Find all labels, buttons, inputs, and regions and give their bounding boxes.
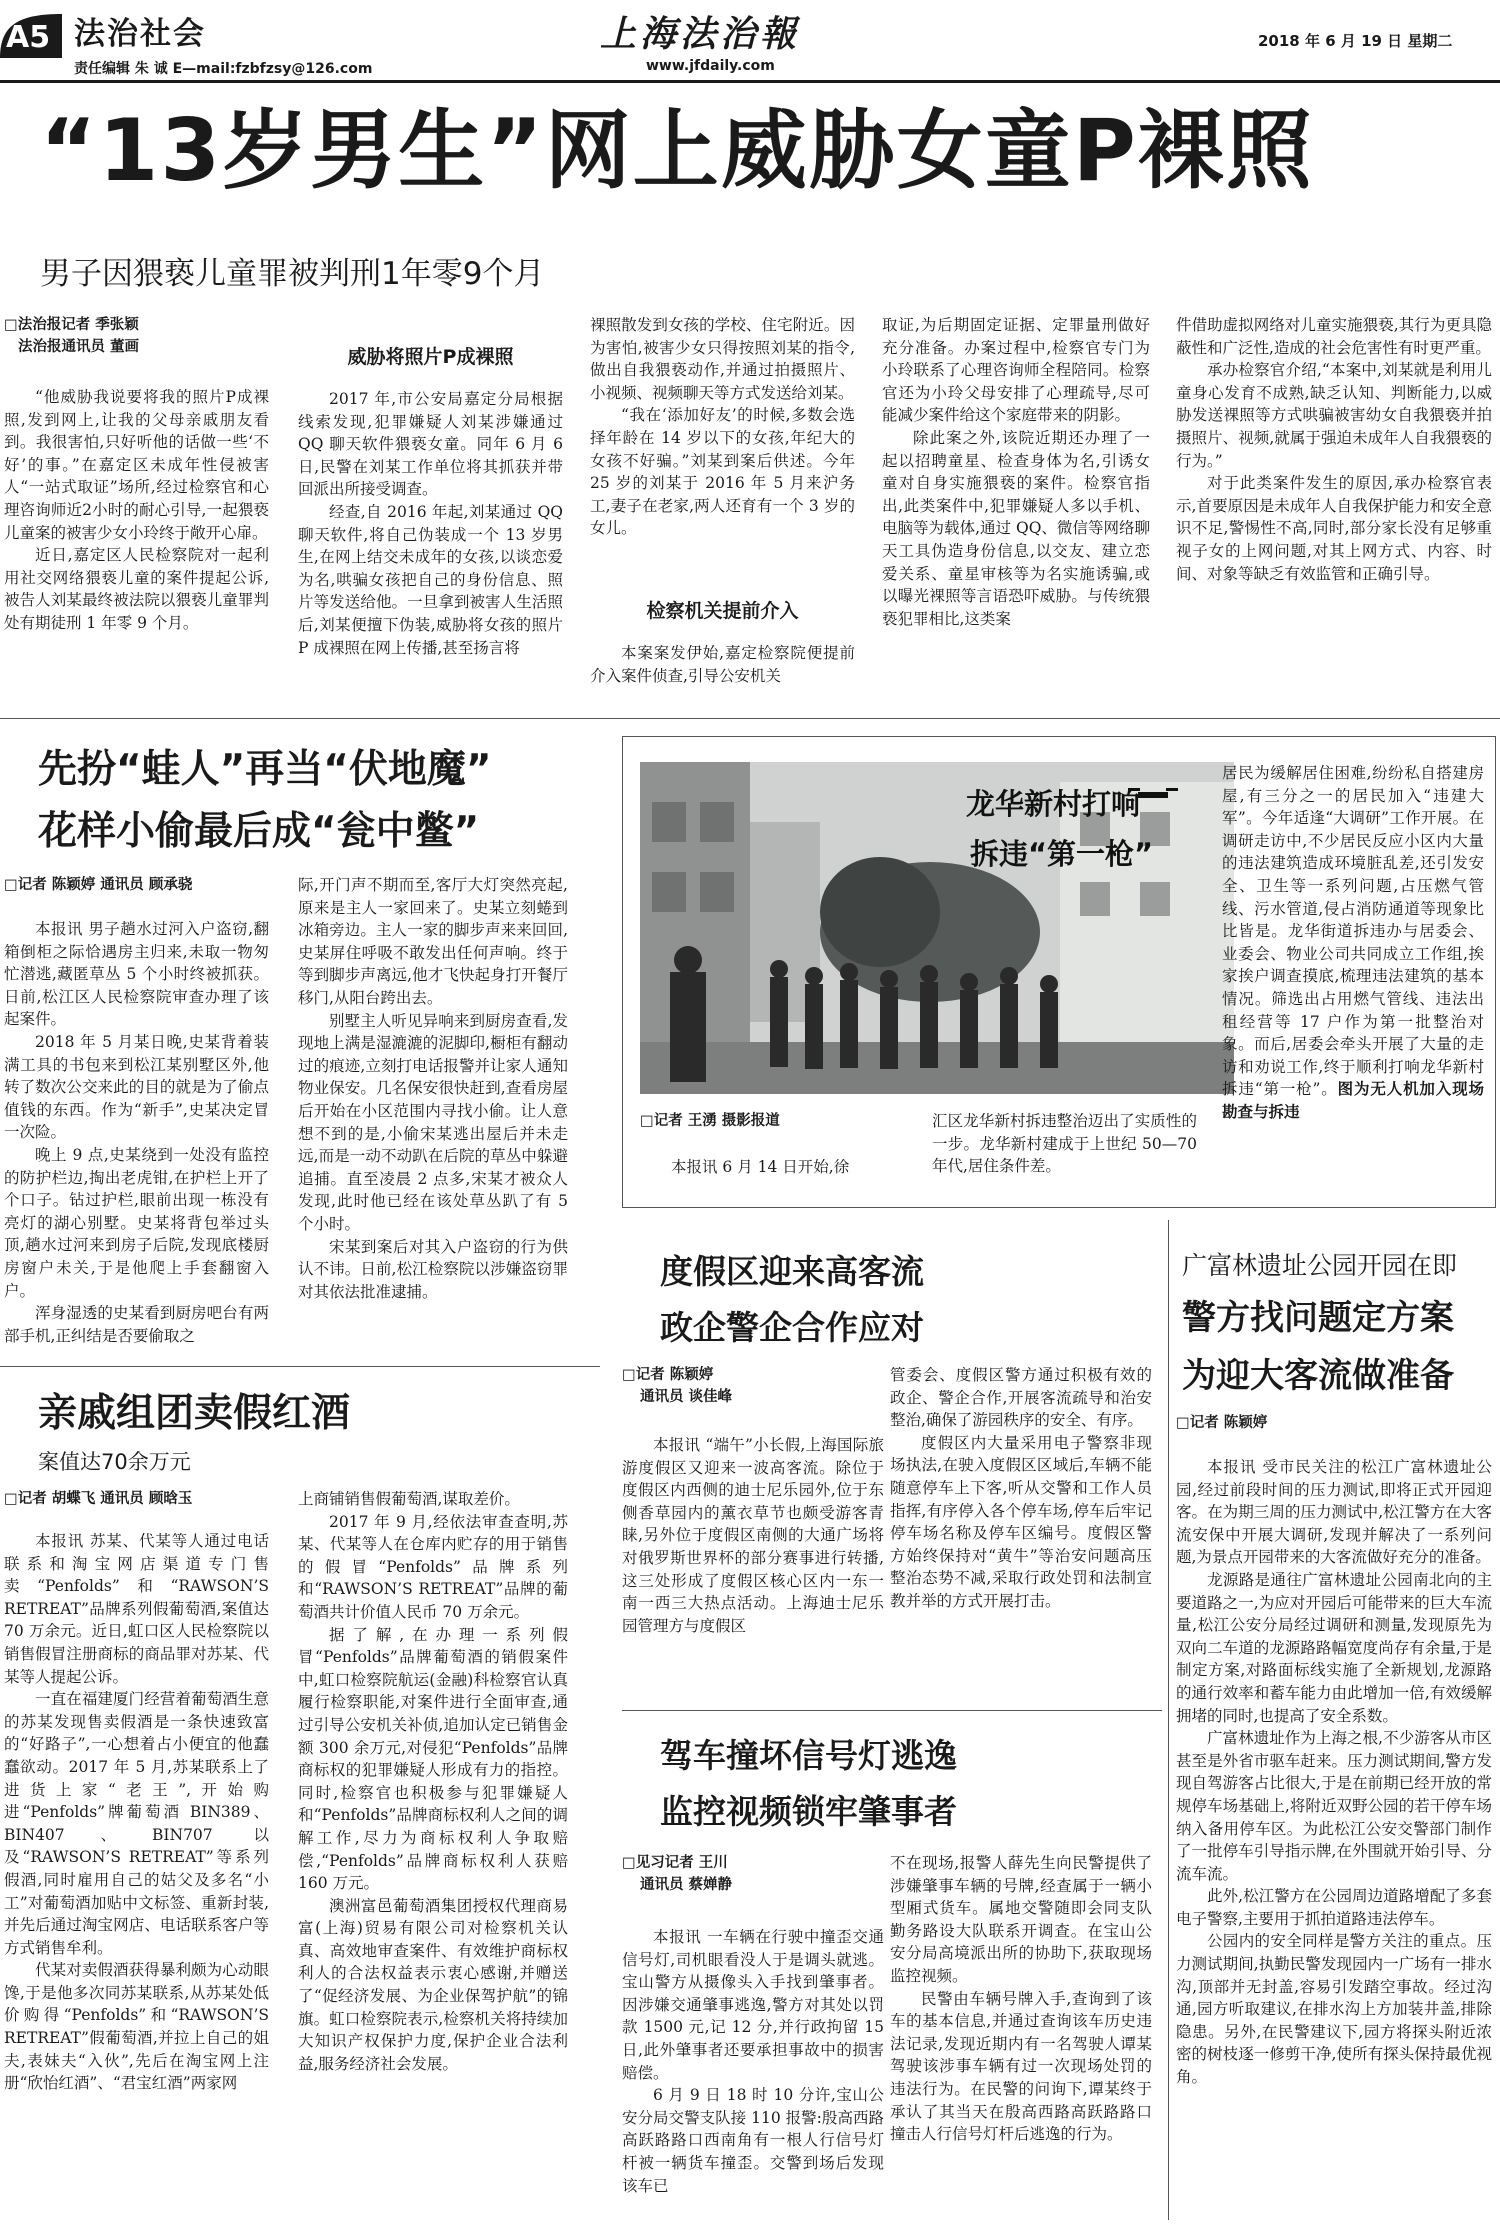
park-kicker: 广富林遗址公园开园在即: [1182, 1251, 1458, 1280]
section-title: 法治社会: [74, 16, 206, 52]
park-headline-1: 警方找问题定方案: [1182, 1298, 1454, 1338]
photo-byline: □记者 王湧 摄影报道: [640, 1113, 780, 1129]
lead-subhead-procuratorate: 检察机关提前介入: [646, 600, 799, 622]
lead-paragraph: 对于此类案件发生的原因,承办检察官表示,首要原因是未成年人自我保护能力和安全意识不足,警惕性不高,同时,部分家长没有足够重视子女的上网问题,对其上网方式、内容、时间、对象等缺乏有效监管和正确引导。: [1176, 474, 1492, 583]
resort-byline: [622, 1364, 902, 1408]
frog-paragraph: 宋某到案后对其入户盗窃的行为供认不讳。日前,松江检察院以涉嫌盗窃罪对其依法批准逮捕。: [298, 1237, 568, 1301]
photo-side-tail: 图为无人机加入现场勘查与拆违: [1222, 1079, 1484, 1121]
lead-paragraph: 近日,嘉定区人民检察院对一起利用社交网络猥亵儿童的案件提起公诉,被告人刘某最终被法院以猥亵儿童罪判处有期徒刑 1 年零 9 个月。: [4, 546, 269, 632]
photo-caption-paragraph: 本报讯 6 月 14 日开始,徐: [671, 1158, 850, 1176]
wine-paragraph: 代某对卖假酒获得暴利颇为心动眼馋,于是他多次同苏某联系,从苏某处低价购得“Penfolds”和“RAWSON’S RETREAT”假葡萄酒,并拉上自己的姐夫,表妹夫“入伙”,先后在淘宝网上注册“欣怡红酒”、“君宝红酒”两家网: [4, 1961, 269, 2093]
traffic-headline-2: 监控视频锁牢肇事者: [660, 1792, 957, 1831]
traffic-byline: [622, 1852, 902, 1896]
park-paragraph: 龙源路是通往广富林遗址公园南北向的主要道路之一,为应对开园后可能带来的巨大车流量,松江公安分局经过调研和测量,发现原先为双向二车道的龙源路路幅宽度尚存有余量,于是制定方案,对路面标线实施了全新规划,龙源路的通行效率和蓄车能力由此增加一倍,有效缓解拥堵的同时,也提高了安全系数。: [1176, 1570, 1492, 1725]
lead-subhead-threat: 威胁将照片P成裸照: [347, 346, 514, 368]
photo-caption-start: [640, 1156, 905, 1179]
wine-paragraph: 2017 年 9 月,经依法审查查明,苏某、代某等人在仓库内贮存的用于销售的假冒“Penfolds”品牌系列和“RAWSON’S RETREAT”品牌的葡萄酒共计价值人民币 70 万余元。: [298, 1512, 568, 1621]
wine-paragraph: 一直在福建厦门经营着葡萄酒生意的苏某发现售卖假酒是一条快速致富的“好路子”,一心想着占小便宜的他蠢蠢欲动。2017 年 5 月,苏某联系上了进货上家“老王”,开始购进“Penfolds”牌葡萄酒 BIN389、BIN407、BIN707 以及“RAWSON’S RETREAT”等系列假酒,同时雇用自己的姑父及多名“小工”对葡萄酒加贴中文标签、重新封装,并先后通过淘宝网店、电话联系客户等方式销售牟利。: [4, 1690, 269, 1957]
frog-paragraph: 际,开门声不期而至,客厅大灯突然亮起,原来是主人一家回来了。史某立刻蜷到冰箱旁边。主人一家的脚步声来来回回,史某屏住呼吸不敢发出任何声响。终于等到脚步声离远,他才飞快起身打开餐厅移门,从阳台跨出去。: [298, 876, 568, 1007]
resort-paragraph: 管委会、度假区警方通过积极有效的政企、警企合作,开展客流疏导和治安整治,确保了游园秩序的安全、有序。: [890, 1366, 1152, 1430]
resort-headline-1: 度假区迎来高客流: [660, 1252, 924, 1291]
frog-headline-2: 花样小偷最后成“瓮中鳖”: [38, 809, 480, 854]
traffic-paragraph: 不在现场,报警人薛先生向民警提供了涉嫌肇事车辆的号牌,经查属于一辆小型厢式货车。属地交警随即会同支队勤务路设大队联系开调查。在宝山公安分局高境派出所的协助下,获取现场监控视频。: [890, 1854, 1152, 1985]
wine-byline: □记者 胡蝶飞 通讯员 顾晗玉: [4, 1491, 193, 1507]
traffic-paragraph: 本报讯 一车辆在行驶中撞歪交通信号灯,司机眼看没人于是调头就逃。宝山警方从摄像头入手找到肇事者。因涉嫌交通肇事逃逸,警方对其处以罚款 1500 元,记 12 分,并行政拘留 15 日,此外肇事者还要承担事故中的损害赔偿。: [622, 1928, 884, 2082]
traffic-paragraph: 民警由车辆号牌入手,查询到了该车的基本信息,并通过查询该车历史违法记录,发现近期内有一名驾驶人谭某驾驶该涉事车辆有过一次现场处罚的违法行为。在民警的问询下,谭某终于承认了其当天在殷高西路高跃路路口撞击人行信号灯杆后逃逸的行为。: [890, 1989, 1152, 2144]
traffic-byline-reporter: □见习记者 王川: [622, 1855, 728, 1871]
lead-subheadline: 男子因猥亵儿童罪被判刑1年零9个月: [40, 256, 545, 292]
lead-paragraph: 取证,为后期固定证据、定罪量刑做好充分准备。办案过程中,检察官专门为小玲联系了心理咨询师全程陪同。检察官还为小玲父母安排了心理疏导,尽可能减少案件给这个家庭带来的阴影。: [882, 316, 1150, 425]
lead-column-2: [298, 388, 563, 659]
park-paragraph: 此外,松江警方在公园周边道路增配了多套电子警察,主要用于抓拍道路违法停车。: [1176, 1887, 1492, 1928]
frog-headline-1: 先扮“蛙人”再当“伏地魔”: [38, 747, 492, 792]
lead-paragraph: 除此案之外,该院近期还办理了一起以招聘童星、检查身体为名,引诱女童对自身实施猥亵的案件。检察官指出,此类案件中,犯罪嫌疑人多以手机、电脑等为载体,通过 QQ、微信等网络聊天工具伪造身份信息,以交友、建立恋爱关系、童星审核等为名实施诱骗,或以曝光裸照等言语恐吓威胁。与传统猥亵犯罪相比,这类案: [882, 428, 1150, 628]
lead-column-3b: [590, 642, 855, 687]
page-number: A5: [6, 20, 51, 55]
wine-headline: 亲戚组团卖假红酒: [38, 1391, 351, 1436]
photo-caption-paragraph: 汇区龙华新村拆违整治迈出了实质性的一步。龙华新村建成于上世纪 50—70 年代,居住条件差。: [932, 1112, 1197, 1176]
lead-paragraph: “我在‘添加好友’的时候,多数会选择年龄在 14 岁以下的女孩,年纪大的女孩不好骗。”刘某到案后供述。今年 25 岁的刘某于 2016 年 5 月来沪务工,妻子在老家,两人还育有一个 3 岁的女儿。: [590, 406, 855, 538]
frog-paragraph: 本报讯 男子趟水过河入户盗窃,翻箱倒柜之际恰遇房主归来,未取一物匆忙潜逃,藏匿草丛 5 个小时终被抓获。日前,松江区人民检察院审查办理了该起案件。: [4, 920, 269, 1029]
traffic-byline-correspondent: 通讯员 蔡婵静: [640, 1877, 733, 1893]
frog-column-1: [4, 918, 269, 1347]
park-byline: □记者 陈颖婷: [1176, 1415, 1268, 1431]
photo-headline-2: 拆违“第一枪”: [970, 837, 1154, 871]
park-paragraph: 广富林遗址作为上海之根,不少游客从市区甚至是外省市驱车赶来。压力测试期间,警方发现自驾游客占比很大,于是在前期已经开放的常规停车场基础上,将附近双野公园的若干停车场纳入备用停车区。为此松江公安交警部门制作了一批停车引导指示牌,在外围就开始引导、分流车流。: [1176, 1729, 1492, 1883]
wine-paragraph: 本报讯 苏某、代某等人通过电话联系和淘宝网店渠道专门售卖“Penfolds”和“RAWSON’S RETREAT”品牌系列假葡萄酒,案值达 70 万余元。近日,虹口区人民检察院以销售假冒注册商标的商品罪对苏某、代某等人提起公诉。: [4, 1532, 269, 1686]
lead-byline-correspondent: 法治报通讯员 董画: [18, 339, 140, 355]
page-number-badge: [0, 14, 62, 58]
resort-paragraph: 度假区内大量采用电子警察非现场执法,在驶入度假区区域后,车辆不能随意停车上下客,听从交警和工作人员指挥,有序停入各个停车场,停车后牢记停车场名称及停车区编号。度假区警方始终保持对“黄牛”等治安问题高压整治态势不减,采取行政处罚和法制宣教并举的方式开展打击。: [890, 1433, 1152, 1610]
news-photo: [640, 762, 1234, 1094]
frog-column-2: [298, 874, 568, 1303]
wine-paragraph: 上商铺销售假葡萄酒,谋取差价。: [298, 1490, 520, 1508]
park-column: [1176, 1456, 1492, 2089]
park-left-rule: [1168, 1220, 1169, 2220]
resort-column-1: [622, 1434, 884, 1637]
frog-byline: □记者 陈颖婷 通讯员 顾承骁: [4, 877, 193, 893]
frog-paragraph: 晚上 9 点,史某绕到一处没有监控的防护栏边,掏出老虎钳,在护栏上开了个口子。钻过护栏,眼前出现一栋没有亮灯的湖心别墅。史某将背包举过头顶,趟水过河来到房子后院,发现底楼厨房窗户未关,于是他爬上手套翻窗入户。: [4, 1145, 269, 1300]
wine-column-2: [298, 1488, 568, 2075]
lead-paragraph: 裸照散发到女孩的学校、住宅附近。因为害怕,被害少女只得按照刘某的指令,做出自我猥亵动作,并通过拍摄照片、小视频、视频聊天等方式发送给刘某。: [590, 316, 855, 402]
frog-paragraph: 浑身湿透的史某看到厨房吧台有两部手机,正纠结是否要偷取之: [4, 1304, 269, 1345]
lead-byline: [4, 314, 289, 358]
wine-paragraph: 澳洲富邑葡萄酒集团授权代理商易富(上海)贸易有限公司对检察机关认真、高效地审查案件、有效维护商标权利人的合法权益表示衷心感谢,并赠送了“促经济发展、为企业保驾护航”的锦旗。虹口检察院表示,检察机关将持续加大知识产权保护力度,保护企业合法利益,服务经济社会发展。: [298, 1896, 568, 2073]
lead-headline: “13岁男生”网上威胁女童P裸照: [40, 101, 1314, 201]
lead-bottom-rule: [0, 718, 1500, 719]
traffic-column-2: [890, 1852, 1152, 2146]
frog-paragraph: 2018 年 5 月某日晚,史某背着装满工具的书包来到松江某别墅区外,他转了数次公交来此的目的就是为了偷点值钱的东西。作为“新手”,史某决定冒一次险。: [4, 1032, 269, 1142]
lead-paragraph: 经查,自 2016 年起,刘某通过 QQ 聊天软件,将自己伪装成一个 13 岁男生,在网上结交未成年的女孩,以谈恋爱为名,哄骗女孩把自己的身份信息、照片等发送给他。一旦拿到被害人生活照后,刘某便擅下伪装,威胁将女孩的照片 P 成裸照在网上传播,甚至扬言将: [298, 502, 563, 657]
traffic-paragraph: 6 月 9 日 18 时 10 分许,宝山公安分局交警支队接 110 报警:殷高西路高跃路路口西南角有一根人行信号灯杆被一辆货车撞歪。交警到场后发现该车已: [622, 2086, 884, 2195]
lead-paragraph: 2017 年,市公安局嘉定分局根据线索发现,犯罪嫌疑人刘某涉嫌通过 QQ 聊天软件猥亵女童。同年 6 月 6 日,民警在刘某工作单位将其抓获并带回派出所接受调查。: [298, 390, 563, 499]
photo-headline-1: 龙华新村打响: [966, 787, 1141, 821]
park-paragraph: 本报讯 受市民关注的松江广富林遗址公园,经过前段时间的压力测试,即将正式开园迎客。在为期三周的压力测试中,松江警方在大客流安保中开展大调研,发现并解决了一系列问题,为景点开园带来的大客流做好充分的准备。: [1176, 1458, 1492, 1567]
masthead: 上海法治報: [600, 13, 801, 55]
frog-bottom-rule: [0, 1366, 600, 1367]
lead-column-3: [590, 314, 855, 540]
traffic-headline-1: 驾车撞坏信号灯逃逸: [660, 1736, 957, 1775]
frog-paragraph: 别墅主人听见异响来到厨房查看,发现地上满是湿漉漉的泥脚印,橱柜有翻动过的痕迹,立刻打电话报警并让家人通知物业保安。几名保安很快赶到,查看房屋后开始在小区范围内寻找小偷。让人意想不到的是,小偷宋某逃出屋后并未走远,而是一动不动趴在后院的草丛中躲避追捕。直至凌晨 2 点多,宋某才被众人发现,此时他已经在该处草丛趴了有 5 个小时。: [298, 1011, 568, 1233]
wine-paragraph: 据了解,在办理一系列假冒“Penfolds”品牌葡萄酒的销假案件中,虹口检察院航运(金融)科检察官认真履行检察职能,对案件进行全面审查,通过引导公安机关补侦,追加认定已销售金额 300 余万元,对侵犯“Penfolds”品牌商标权的犯罪嫌疑人形成有力的指控。同时,检察官也积极参与犯罪嫌疑人和“Penfolds”品牌商标权利人之间的调解工作,尽力为商标权利人争取赔偿,“Penfolds”品牌商标权利人获赔 160 万元。: [298, 1625, 568, 1893]
park-headline-2: 为迎大客流做准备: [1182, 1356, 1454, 1396]
lead-byline-reporter: □法治报记者 季张颖: [4, 317, 139, 333]
lead-paragraph: “他威胁我说要将我的照片P成裸照,发到网上,让我的父母亲戚朋友看到。我很害怕,只好听他的话做一些‘不好’的事。”在嘉定区未成年性侵被害人“一站式取证”场所,经过检察官和心理咨询师近2小时的耐心引导,一起猥亵儿童案的被害少女小玲终于敞开心扉。: [4, 388, 269, 542]
photo-caption-middle: [932, 1110, 1197, 1178]
photo-side-paragraph: 居民为缓解居住困难,纷纷私自搭建房屋,有三分之一的居民加入“违建大军”。今年适逢“大调研”工作开展。在调研走访中,不少居民反应小区内大量的违法建筑造成环境脏乱差,还引发安全、卫生等一系列问题,占压燃气管线、污水管道,侵占消防通道等现象比比皆是。龙华街道拆违办与居委会、业委会、物业公司共同成立工作组,挨家挨户调查摸底,梳理违法建筑的基本情况。筛选出占用燃气管线、违法出租经营等 17 户作为第一批整治对象。而后,居委会牵头开展了大量的走访和劝说工作,终于顺利打响龙华新村拆违“第一枪”。: [1222, 764, 1484, 1099]
lead-paragraph: 承办检察官介绍,“本案中,刘某就是利用儿童身心发育不成熟,缺乏认知、判断能力,以威胁发送裸照等方式哄骗被害幼女自我猥亵并拍摄照片、视频,就属于强迫未成年人自我猥亵的行为。”: [1176, 361, 1492, 470]
resort-headline-2: 政企警企合作应对: [660, 1308, 924, 1347]
lead-column-1: [4, 386, 269, 635]
wine-column-1: [4, 1530, 269, 2095]
resort-bottom-rule: [622, 1710, 1162, 1711]
wine-subheadline: 案值达70余万元: [38, 1450, 191, 1474]
lead-paragraph: 件借助虚拟网络对儿童实施猥亵,其行为更具隐蔽性和广泛性,造成的社会危害性有时更严重。: [1176, 316, 1492, 357]
resort-byline-reporter: □记者 陈颖婷: [622, 1367, 714, 1383]
lead-column-4: [882, 314, 1150, 630]
editor-info: 责任编辑 朱 诚 E—mail:fzbfzsy@126.com: [74, 61, 373, 77]
park-paragraph: 公园内的安全同样是警方关注的重点。压力测试期间,执勤民警发现园内一广场有一排水沟,顶部并无封盖,容易引发踏空事故。经过沟通,园方听取建议,在排水沟上方加装井盖,排除隐患。另外,在民警建议下,园方将探头附近浓密的树枝逐一修剪干净,使所有探头保持最优视角。: [1176, 1932, 1492, 2087]
website: www.jfdaily.com: [646, 58, 775, 74]
demolition-photo: [640, 762, 1234, 1094]
lead-column-5: [1176, 314, 1492, 585]
issue-date: 2018 年 6 月 19 日 星期二: [1258, 32, 1453, 50]
header-rule: [0, 80, 1500, 83]
photo-side-text: [1222, 762, 1484, 1124]
traffic-column-1: [622, 1926, 884, 2197]
resort-column-2: [890, 1364, 1152, 1613]
lead-paragraph: 本案案发伊始,嘉定检察院便提前介入案件侦查,引导公安机关: [590, 644, 855, 685]
resort-byline-correspondent: 通讯员 谈佳峰: [640, 1389, 733, 1405]
resort-paragraph: 本报讯 “端午”小长假,上海国际旅游度假区又迎来一波高客流。除位于度假区内西侧的迪士尼乐园外,位于东侧香草园内的薰衣草节也颇受游客青睐,另外位于度假区南侧的大通广场将对俄罗斯世界杯的部分赛事进行转播,这三处形成了度假区核心区内一东一南一西三大热点活动。上海迪士尼乐园管理方与度假区: [622, 1436, 884, 1635]
